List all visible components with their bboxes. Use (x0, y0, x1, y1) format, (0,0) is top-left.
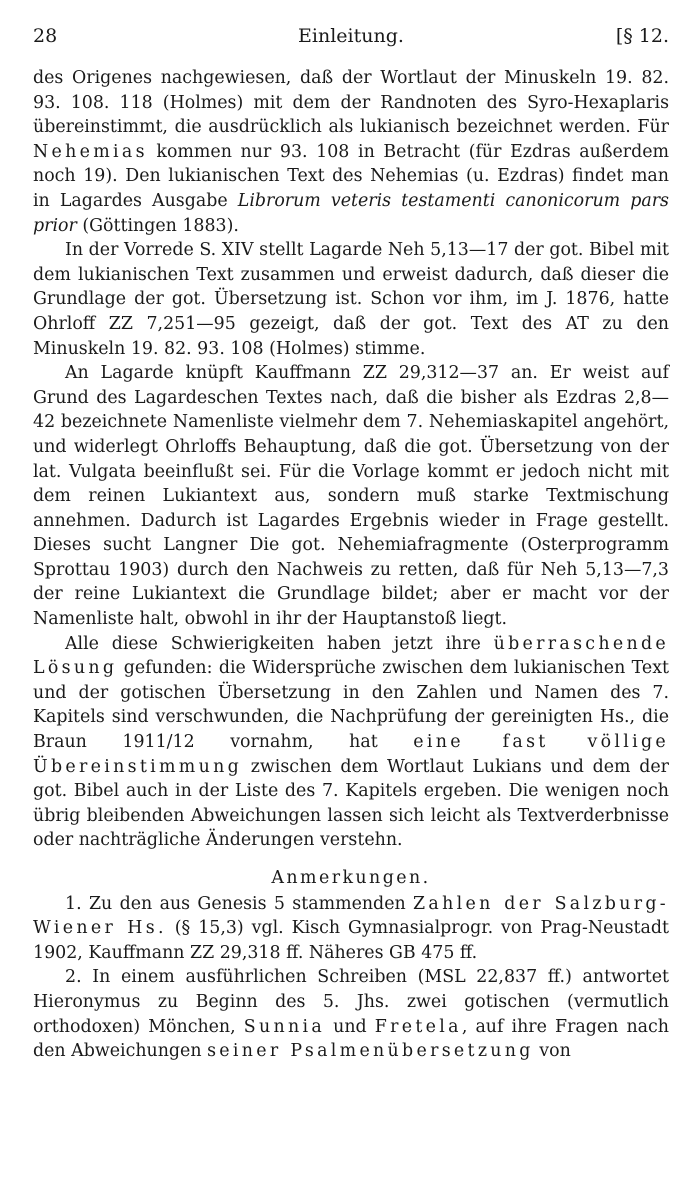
text-run: kommen nur 93. 108 in Betracht (für Ezdras außerdem noch 19). Den lukianischen Text des Nehemias (u. Ezdras) findet man in Lagardes Ausgabe (33, 141, 669, 211)
paragraph-3: An Lagarde knüpft Kauffmann ZZ 29,312—37 an. Er weist auf Grund des Lagardeschen Textes nach, daß die bisher als Ezdras 2,8—42 bezeichnete Namenliste vielmehr dem 7. Nehemiaskapitel angehört, und widerlegt Ohrloffs Behauptung, daß die got. Übersetzung von der lat. Vulgata beeinflußt sei. Für die Vorlage kommt er jedoch nicht mit dem reinen Lukiantext aus, sondern muß starke Textmischung annehmen. Dadurch ist Lagardes Ergebnis wieder in Frage gestellt. Dieses sucht Langner Die got. Nehemiafragmente (Osterprogramm Sprottau 1903) durch den Nachweis zu retten, daß für Neh 5,13—7,3 der reine Lukiantext die Grundlage bildet; aber er macht vor der Namenliste halt, obwohl in ihr der Hauptanstoß liegt. (33, 363, 669, 630)
text-run: des Origenes nachgewiesen, daß der Wortlaut der Minuskeln 19. 82. 93. 108. 118 (Holmes) mit dem der Randnoten des Syro-Hexaplaris übereinstimmt, die ausdrücklich als lukianisch bezeichnet werden. Für (33, 68, 669, 138)
running-title: Einleitung. (298, 25, 404, 47)
spaced-term: Nehemias (33, 141, 148, 162)
text-run: von (533, 1041, 571, 1062)
text-run: zwischen dem Wortlaut Lukians und dem der got. Bibel auch in der Liste des 7. Kapitels ergeben. Die wenigen noch übrig bleibenden Abweichungen lassen sich leicht als Textverderbnisse oder nachträgliche Änderungen verstehn. (33, 756, 669, 851)
book-page (33, 22, 669, 1064)
spaced-name: Sunnia (243, 1016, 326, 1037)
text-run: 2. In einem ausführlichen Schreiben (MSL 22,837 ff.) antwortet Hieronymus zu Beginn des 5. Jhs. zwei gotischen (vermutlich orthodoxen) Mönchen, (33, 967, 669, 1037)
text-run: Alle diese Schwierigkeiten haben jetzt ihre (65, 633, 494, 654)
notes-heading: Anmerkungen. (271, 868, 431, 888)
note-2 (33, 965, 669, 1063)
spaced-phrase: eine fast völlige Übereinstimmung (33, 732, 669, 777)
text-run: 1. Zu den aus Genesis 5 stammenden (65, 893, 414, 914)
italic-title: Librorum veteris testamenti canonicorum pars prior (33, 190, 669, 236)
text-run: gefunden: die Widersprüche zwischen dem lukianischen Text und der gotischen Übersetzung in den Zahlen und Namen des 7. Kapitels sind verschwunden, die Nachprüfung der gereinigten Hs., die Braun 1911/12 vornahm, hat (33, 658, 669, 753)
paragraph-2: In der Vorrede S. XIV stellt Lagarde Neh 5,13—17 der got. Bibel mit dem lukianischen Text zusammen und erweist dadurch, daß dieser die Grundlage der got. Übersetzung ist. Schon vor ihm, im J. 1876, hatte Ohrloff ZZ 7,251—95 gezeigt, daß der got. Text des AT zu den Minuskeln 19. 82. 93. 108 (Holmes) stimme. (33, 240, 669, 359)
paragraph-4 (33, 632, 669, 853)
spaced-phrase: seiner Psalmenübersetzung (207, 1041, 534, 1062)
paragraph-1 (33, 66, 669, 238)
text-run: (§ 15,3) vgl. Kisch Gymnasialprogr. von Prag-Neustadt 1902, Kauffmann ZZ 29,318 ff. Näheres GB 475 ff. (33, 918, 669, 963)
main-text (33, 66, 669, 1064)
text-run: , auf ihre Fragen nach den Abweichungen (33, 1016, 669, 1062)
spaced-phrase: Zahlen der Salzburg-Wiener Hs. (33, 893, 669, 939)
running-header (33, 22, 669, 50)
text-run: und (325, 1016, 375, 1037)
page-number: 28 (33, 25, 58, 47)
text-run: (Göttingen 1883). (76, 215, 239, 236)
note-1 (33, 892, 669, 966)
spaced-name: Fretela (374, 1016, 462, 1037)
spaced-phrase: überraschende Lösung (33, 633, 669, 679)
section-reference: [§ 12. (615, 25, 669, 47)
